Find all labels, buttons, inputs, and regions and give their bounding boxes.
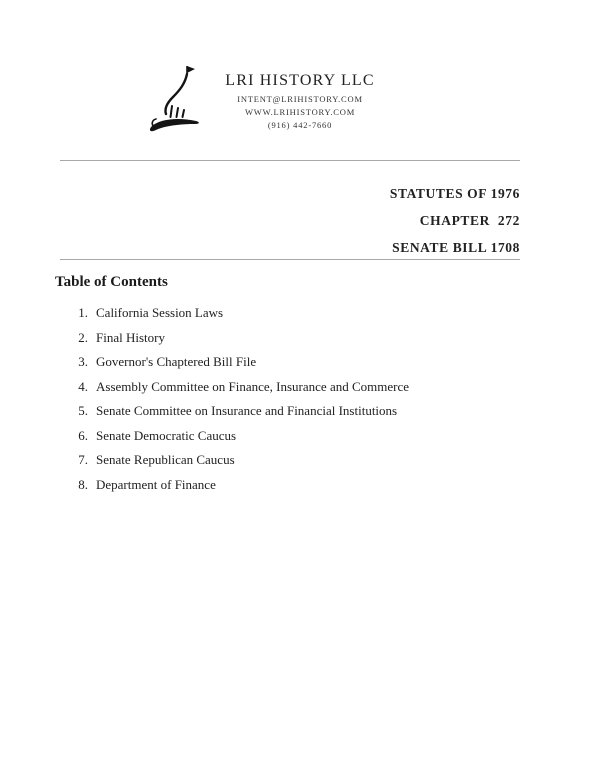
company-email: INTENT@LRIHISTORY.COM <box>237 94 363 105</box>
toc-item-number: 1. <box>78 305 88 320</box>
toc-item <box>70 453 530 466</box>
toc-item <box>70 478 530 491</box>
toc-item <box>70 306 530 319</box>
toc-item-number: 4. <box>78 378 88 394</box>
letterhead <box>0 62 600 152</box>
toc-list <box>70 306 530 502</box>
toc-item-number: 8. <box>78 476 88 492</box>
toc-item-number: 5. <box>78 403 88 418</box>
toc-item-number: 7. <box>78 452 88 467</box>
statutes-line: STATUTES OF 1976 <box>389 186 520 201</box>
toc-title: Table of Contents <box>55 274 168 290</box>
case-info <box>390 180 520 261</box>
toc-item-label: Department of Finance <box>96 476 216 492</box>
toc-item-number: 3. <box>78 354 88 369</box>
toc-item-label: California Session Laws <box>96 305 224 320</box>
company-website: WWW.LRIHISTORY.COM <box>244 107 356 118</box>
toc-item-label: Assembly Committee on Finance, Insurance and Commerce <box>96 378 410 394</box>
chapter-line: CHAPTER 272 <box>419 213 520 228</box>
senate-bill-line: SENATE BILL 1708 <box>392 240 520 255</box>
letterhead-text <box>0 72 600 131</box>
toc-item-number: 6. <box>78 427 88 443</box>
toc-item <box>70 331 530 344</box>
toc-item <box>70 429 530 442</box>
toc-item <box>70 404 530 417</box>
toc-item-label: Senate Committee on Insurance and Financial Institutions <box>96 403 398 418</box>
company-name: LRI HISTORY LLC <box>225 72 375 89</box>
toc-item-number: 2. <box>78 329 88 345</box>
toc-item <box>70 355 530 368</box>
toc-item-label: Final History <box>96 329 165 345</box>
toc-item-label: Senate Democratic Caucus <box>96 427 237 443</box>
toc-item-label: Senate Republican Caucus <box>96 452 235 467</box>
toc-item <box>70 380 530 393</box>
toc-item-label: Governor's Chaptered Bill File <box>96 354 257 369</box>
company-phone: (916) 442-7660 <box>267 119 333 130</box>
divider-top <box>60 160 520 161</box>
